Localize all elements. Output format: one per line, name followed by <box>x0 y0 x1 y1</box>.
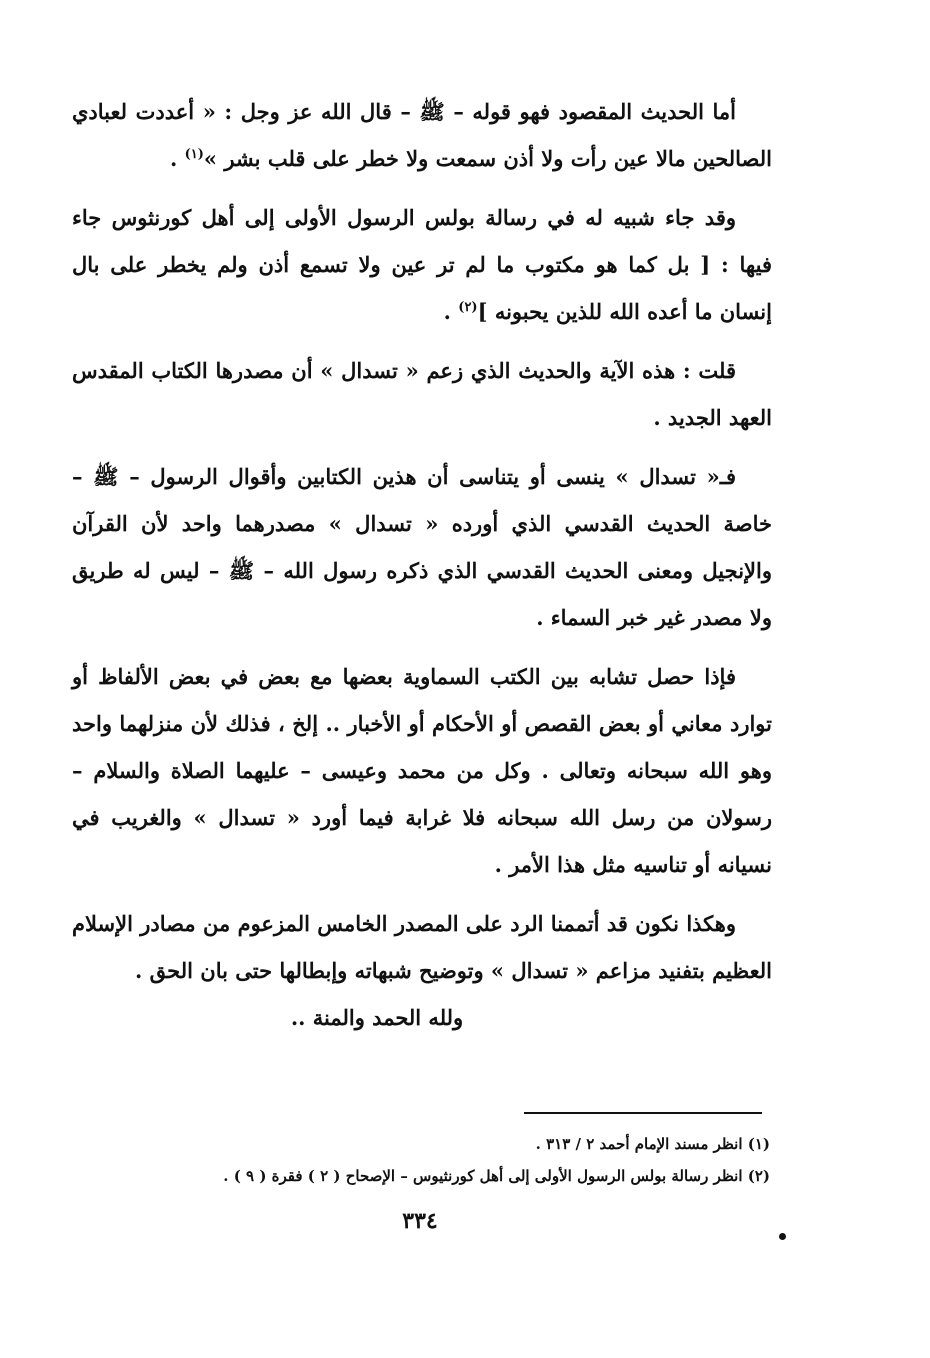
paragraph-hadith <box>72 88 772 182</box>
paragraph-text: وقد جاء شبيه له في رسالة بولس الرسول الأولى إلى أهل كورنثوس جاء فيها : [ بل كما هو مكتوب ما لم تر عين ولا تسمع أذن ولم يخطر على بال إنسان ما أعده الله للذين يحبونه ] <box>72 205 772 324</box>
footnote-divider <box>524 1112 762 1114</box>
page-number: ٣٣٤ <box>402 1208 438 1234</box>
footnotes <box>110 1128 770 1192</box>
scan-speck <box>779 1233 786 1240</box>
closing-line: ولله الحمد والمنة .. <box>290 1005 464 1030</box>
paragraph-comment: قلت : هذه الآية والحديث الذي زعم « تسدال » أن مصدرها الكتاب المقدس العهد الجديد . <box>72 358 772 430</box>
paragraph-corinthians <box>72 194 772 335</box>
footnote-ref-2: (٢) <box>458 300 478 315</box>
paragraph-tisdall-forgets: فـ« تسدال » ينسى أو يتناسى أن هذين الكتابين وأقوال الرسول – ﷺ – خاصة الحديث القدسي الذي أورده « تسدال » مصدرهما واحد لأن القرآن والإنجيل ومعنى الحديث القدسي الذي ذكره رسول الله – ﷺ – ليس له طريق ولا مصدر غير خبر السماء . <box>72 464 772 630</box>
paragraph-text: أما الحديث المقصود فهو قوله – ﷺ – قال الله عز وجل : « أعددت لعبادي الصالحين مالا عين رأت ولا أذن سمعت ولا خطر على قلب بشر » <box>72 99 772 171</box>
paragraph-tail: . <box>443 299 459 324</box>
paragraph-similarity: فإذا حصل تشابه بين الكتب السماوية بعضها مع بعض في بعض الألفاظ أو توارد معاني أو بعض القصص أو الأحكام أو الأخبار .. إلخ ، فذلك لأن منزلهما واحد وهو الله سبحانه وتعالى . وكل من محمد وعيسى – عليهما الصلاة والسلام – رسولان من رسل الله سبحانه فلا غرابة فيما أورد « تسدال » والغريب في نسيانه أو تناسيه مثل هذا الأمر . <box>72 664 772 877</box>
paragraph-tail: . <box>169 146 185 171</box>
footnote-1: (١) انظر مسند الإمام أحمد ٢ / ٣١٣ . <box>535 1135 770 1153</box>
footnote-2: (٢) انظر رسالة بولس الرسول الأولى إلى أهل كورنثيوس – الإصحاح ( ٢ ) فقرة ( ٩ ) . <box>223 1167 770 1185</box>
footnote-ref-1: (١) <box>184 147 204 162</box>
main-text <box>72 88 772 1053</box>
paragraph-conclusion: وهكذا نكون قد أتممنا الرد على المصدر الخامس المزعوم من مصادر الإسلام العظيم بتفنيد مزاعم « تسدال » وتوضيح شبهاته وإبطالها حتى بان الحق . <box>72 911 772 983</box>
